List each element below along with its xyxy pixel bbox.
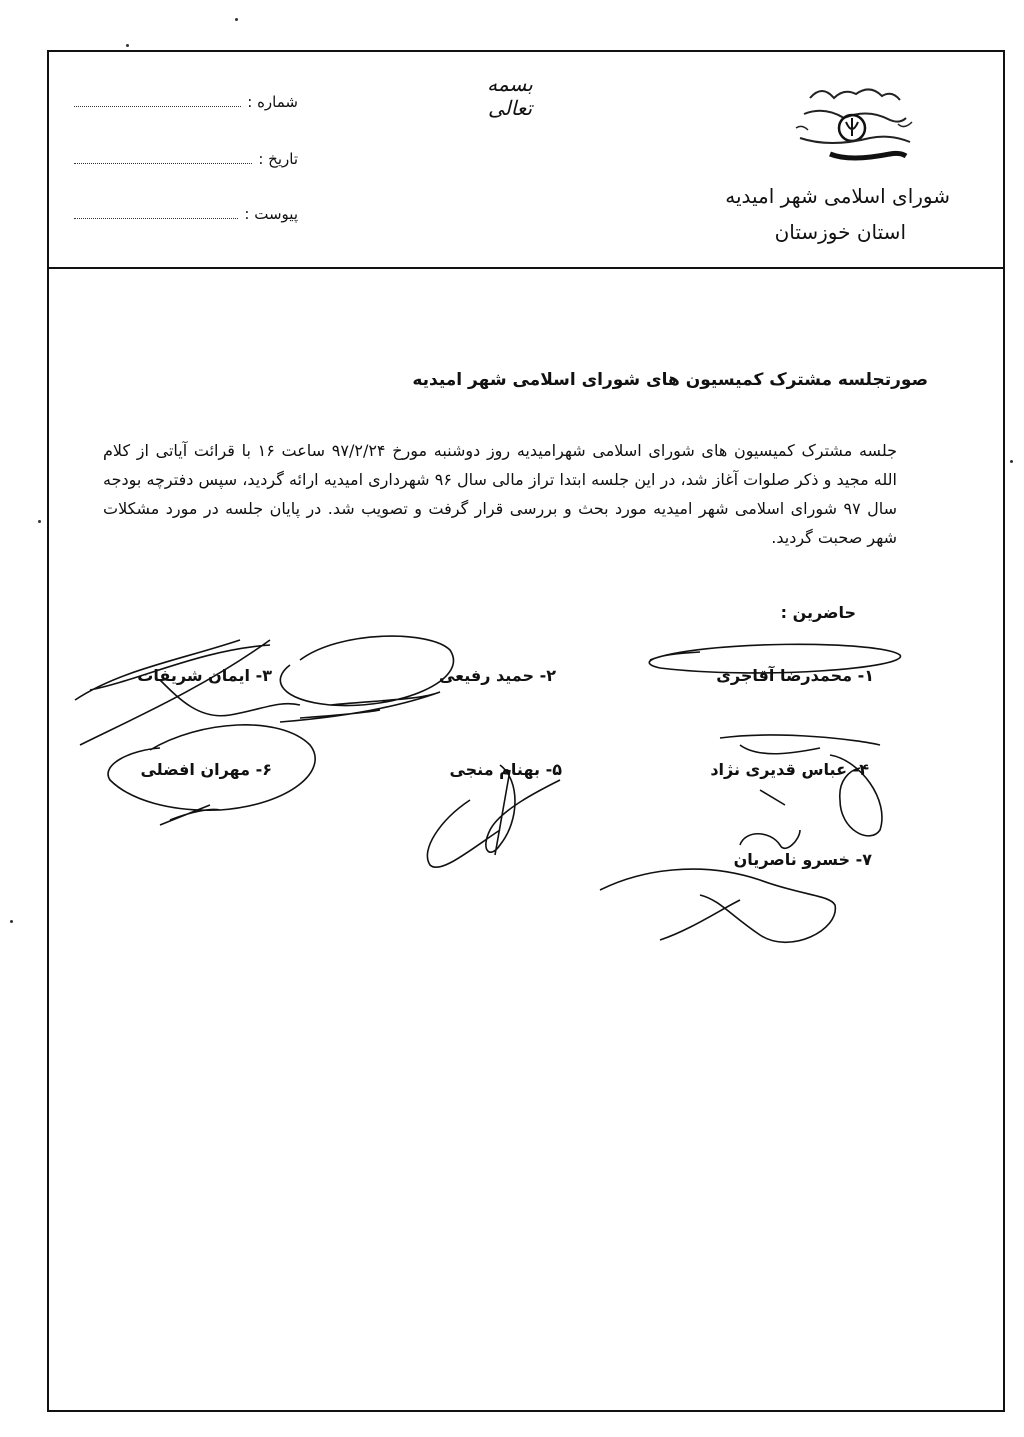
scan-speck xyxy=(235,18,238,21)
date-label: تاریخ : xyxy=(258,150,298,168)
number-field xyxy=(74,93,298,111)
attachment-label: پیوست : xyxy=(244,205,298,223)
number-label: شماره : xyxy=(247,93,298,111)
attachment-field xyxy=(74,205,298,223)
scan-speck xyxy=(126,44,129,47)
header-divider xyxy=(47,267,1005,269)
scan-speck xyxy=(1010,460,1013,463)
scan-speck xyxy=(10,920,13,923)
page-border xyxy=(47,50,1005,1412)
attachment-blank xyxy=(74,206,238,219)
attendee-4: ۴- عباس قدیری نژاد xyxy=(710,760,869,779)
attendees-label: حاضرین : xyxy=(780,603,856,622)
attendee-6: ۶- مهران افضلی xyxy=(140,760,272,779)
province-name: استان خوزستان xyxy=(774,220,906,244)
attendee-2: ۲- حمید رفیعی xyxy=(438,666,556,685)
organization-name: شورای اسلامی شهر امیدیه xyxy=(725,184,950,208)
attendee-3: ۳- ایمان شریفات xyxy=(137,666,272,685)
bismillah: بسمه تعالی xyxy=(487,72,533,120)
number-blank xyxy=(74,94,241,107)
iran-emblem-icon xyxy=(790,80,920,170)
scan-speck xyxy=(38,520,41,523)
attendee-5: ۵- بهنام منجی xyxy=(449,760,562,779)
document-title: صورتجلسه مشترک کمیسیون های شورای اسلامی شهر امیدیه xyxy=(412,370,928,390)
minutes-body: جلسه مشترک کمیسیون های شورای اسلامی شهرامیدیه روز دوشنبه مورخ ۹۷/۲/۲۴ ساعت ۱۶ با قرائت آیاتی از کلام الله مجید و ذکر صلوات آغاز شد، در این جلسه ابتدا تراز مالی سال ۹۶ شهرداری امیدیه ارائه گردید، سپس دفترچه بودجه سال ۹۷ شورای اسلامی شهر امیدیه مورد بحث و بررسی قرار گرفت و تصویب شد. در پایان جلسه در مورد مشکلات شهر صحبت گردید. xyxy=(103,441,898,547)
date-field xyxy=(74,150,298,168)
attendee-1: ۱- محمدرضا آقاجری xyxy=(716,666,874,685)
date-blank xyxy=(74,151,252,164)
attendee-7: ۷- خسرو ناصریان xyxy=(733,850,872,869)
